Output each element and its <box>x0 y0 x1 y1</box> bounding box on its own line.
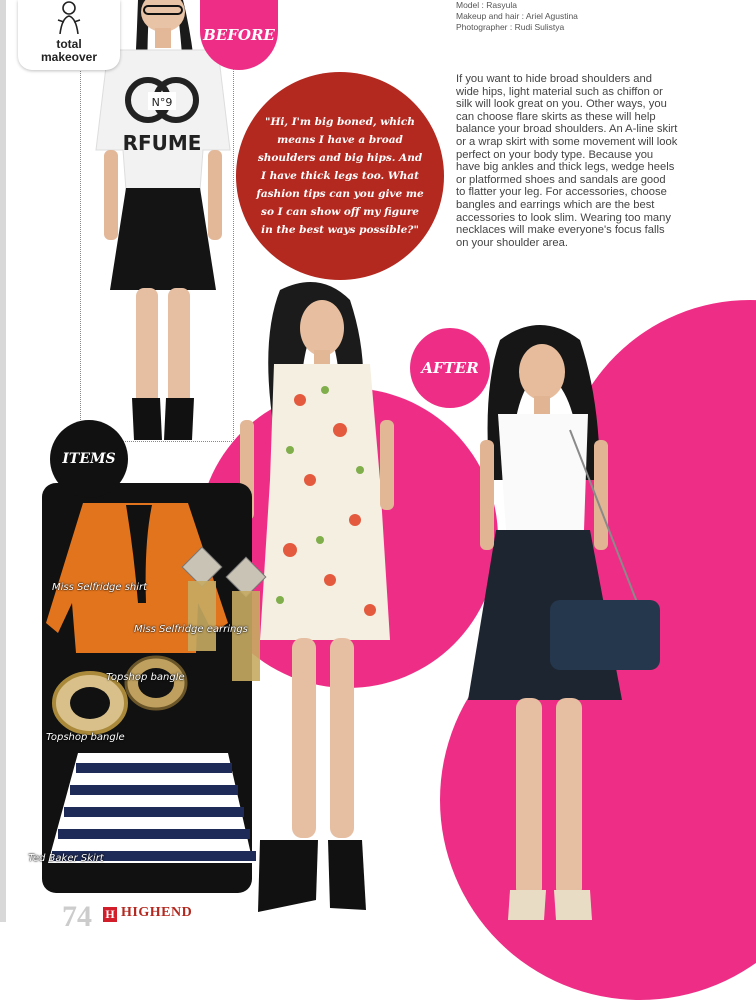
total-makeover-badge <box>18 0 120 70</box>
item-label-earrings: Miss Selfridge earrings <box>134 624 248 635</box>
advice-paragraph: If you want to hide broad shoulders and wide hips, light material such as chiffon or silk will look great on you. Other ways, you can choose flare skirts as these will help balance your broad shoulders. An A-line skirt or a wrap skirt with some movement will look perfect on your body type. Because you have big ankles and thick legs, wedge heels or platformed shoes and sandals are good to flatter your leg. For accessories, choose bangles and earrings which are the best accessories to look slim. Wearing too many necklaces will make everyone's focus falls on your shoulder area. <box>456 73 678 249</box>
after-model-black-skirt-photo <box>450 320 680 922</box>
before-label: BEFORE <box>200 0 278 70</box>
badge-title <box>18 38 120 64</box>
page-edge <box>0 0 6 922</box>
reader-question-bubble <box>236 72 444 280</box>
tshirt-print-number: N°9 <box>151 96 173 109</box>
striped-skirt-illustration <box>48 753 256 863</box>
magazine-logo-word: HIGHEND <box>121 905 193 920</box>
items-label: ITEMS <box>50 420 128 498</box>
after-label: AFTER <box>410 328 490 408</box>
item-label-skirt: Ted Baker Skirt <box>28 853 104 864</box>
credit-photographer: Photographer : Rudi Sulistya <box>456 22 565 32</box>
page-number: 74 <box>62 900 92 933</box>
badge-line-2: makeover <box>40 50 98 64</box>
magazine-logo-mark: H <box>103 907 117 922</box>
tshirt-print-word: RFUME <box>122 131 202 155</box>
photo-credits <box>456 0 578 33</box>
credit-model: Model : Rasyula <box>456 0 517 10</box>
reader-question-text: "Hi, I'm big boned, which means I have a broad shoulders and big hips. And I have thick legs too. What fashion tips can you give me so I can show off my figure in the best ways possible?" <box>256 116 424 236</box>
woman-figure-icon <box>52 0 86 34</box>
items-artwork <box>28 483 268 893</box>
badge-line-1: total <box>56 37 82 51</box>
item-label-shirt: Miss Selfridge shirt <box>52 582 148 593</box>
credit-makeup: Makeup and hair : Ariel Agustina <box>456 11 578 21</box>
item-label-bangle: Topshop bangle <box>106 672 185 683</box>
item-label-bangle: Topshop bangle <box>46 732 125 743</box>
